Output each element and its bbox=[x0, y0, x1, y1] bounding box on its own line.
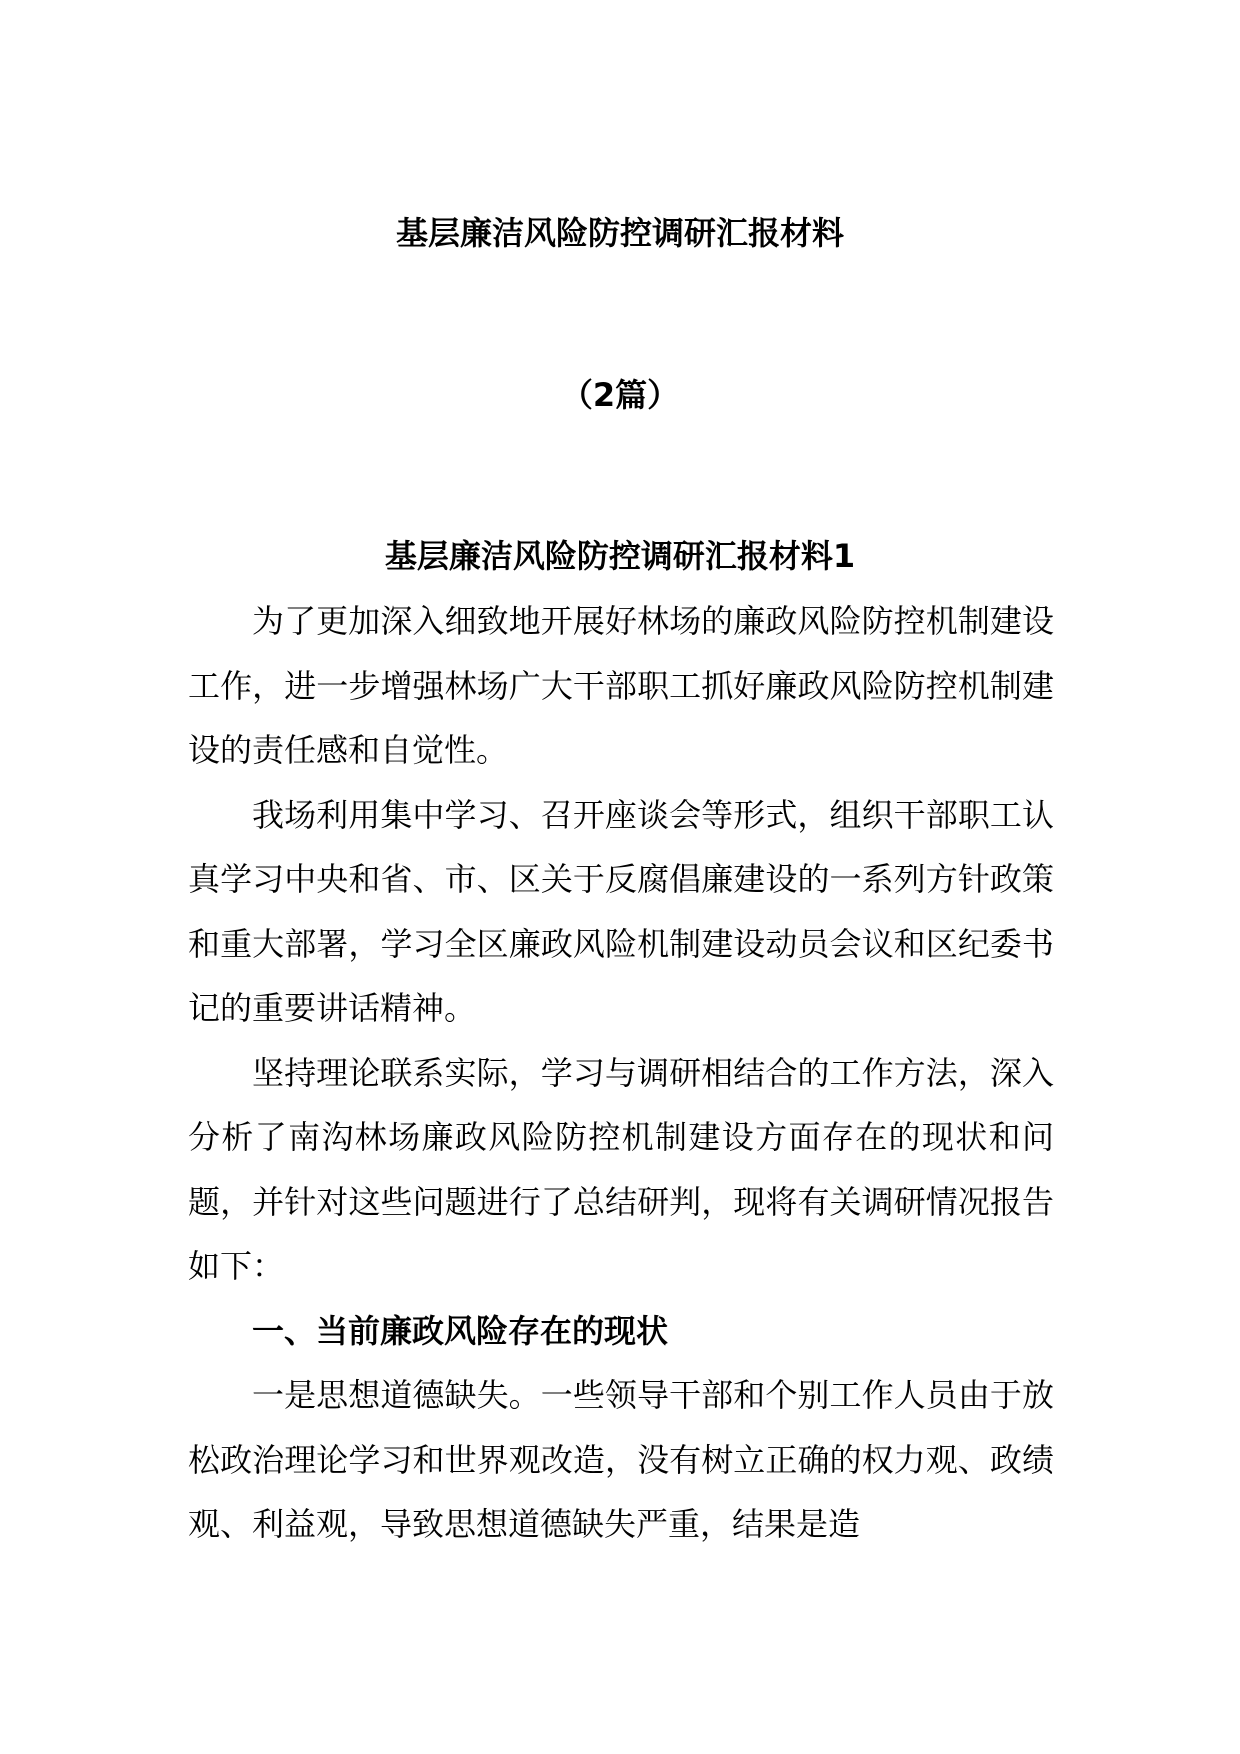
paragraph: 为了更加深入细致地开展好林场的廉政风险防控机制建设工作，进一步增强林场广大干部职工抓好廉政风险防控机制建设的责任感和自觉性。 bbox=[188, 602, 1054, 769]
section-heading: 一、当前廉政风险存在的现状 bbox=[252, 1311, 669, 1350]
article-body bbox=[188, 589, 1054, 1557]
document-title: 基层廉洁风险防控调研汇报材料 bbox=[395, 214, 844, 252]
paragraph: 一是思想道德缺失。一些领导干部和个别工作人员由于放松政治理论学习和世界观改造，没有树立正确的权力观、政绩观、利益观，导致思想道德缺失严重，结果是造 bbox=[188, 1376, 1054, 1543]
article-title: 基层廉洁风险防控调研汇报材料1 bbox=[384, 537, 856, 575]
paragraph: 坚持理论联系实际，学习与调研相结合的工作方法，深入分析了南沟林场廉政风险防控机制建设方面存在的现状和问题，并针对这些问题进行了总结研判，现将有关调研情况报告如下： bbox=[188, 1053, 1054, 1285]
article-count: （2篇） bbox=[560, 376, 680, 414]
paragraph: 我场利用集中学习、召开座谈会等形式，组织干部职工认真学习中央和省、市、区关于反腐倡廉建设的一系列方针政策和重大部署，学习全区廉政风险机制建设动员会议和区纪委书记的重要讲话精神。 bbox=[188, 795, 1054, 1027]
